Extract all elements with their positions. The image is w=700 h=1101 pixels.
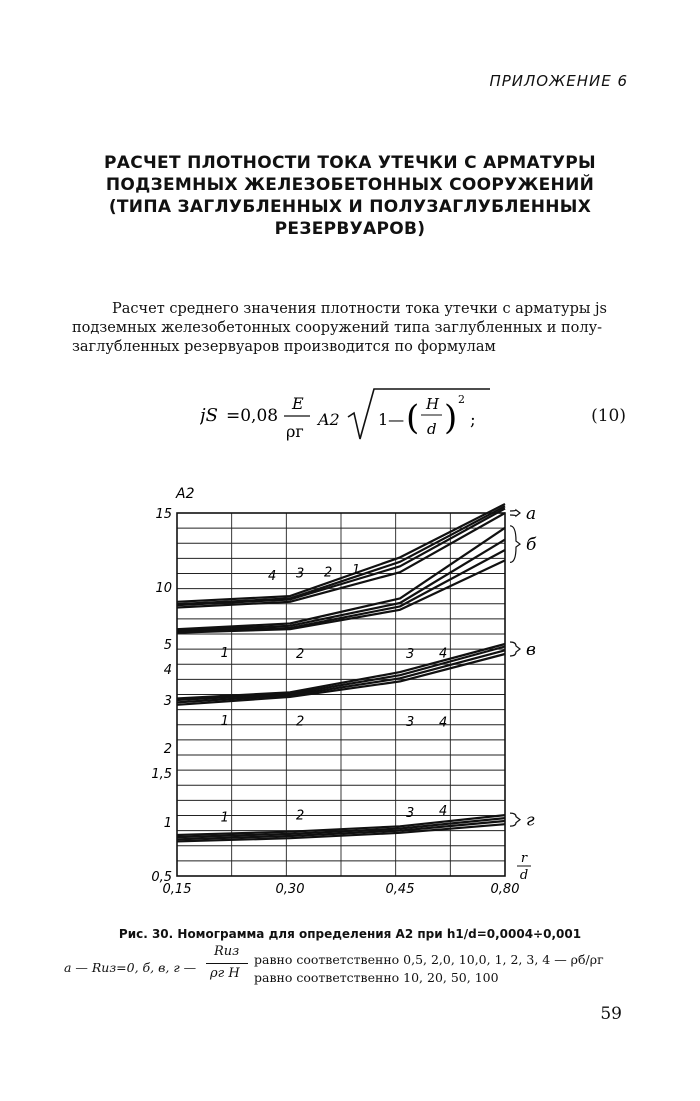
caption-a: а — Rиз=0, б, в, г — (64, 960, 197, 975)
intro-line: подземных железобетонных сооружений типа заглубленных и полу- (72, 320, 603, 336)
nomogram-chart (140, 478, 560, 912)
page-title (80, 152, 620, 240)
caption-line1: равно соответственно 0,5, 2,0, 10,0, 1, 2, 3, 4 — ρб/ρг (254, 952, 604, 967)
title-line: (ТИПА ЗАГЛУБЛЕННЫХ И ПОЛУЗАГЛУБЛЕННЫХ (108, 197, 592, 217)
y-tick-label: 2 (163, 742, 172, 757)
formula-numerator: E (292, 394, 304, 413)
appendix-label: ПРИЛОЖЕНИЕ 6 (489, 72, 628, 90)
formula-svg (200, 385, 500, 445)
intro-line: заглубленных резервуаров производится по формулам (72, 339, 496, 355)
intro-line: Расчет среднего значения плотности тока утечки с арматуры js (112, 301, 607, 317)
curve-label: 1 (220, 646, 229, 662)
page-number: 59 (600, 1004, 622, 1024)
y-axis-label: A2 (176, 486, 195, 502)
figure-caption (64, 925, 636, 991)
curve-label: 4 (439, 803, 448, 819)
formula-paren-left: ( (406, 398, 420, 438)
curve-label: 3 (296, 566, 305, 582)
caption-title: Рис. 30. Номограмма для определения A2 при h1/d=0,0004÷0,001 (118, 927, 582, 941)
x-tick-label: 0,80 (490, 882, 520, 897)
group-bracket (510, 813, 520, 826)
x-tick-label: 0,45 (385, 882, 415, 897)
title-line: РЕЗЕРВУАРОВ) (274, 219, 426, 239)
y-tick-label: 1 (163, 816, 172, 831)
curve-label: 4 (268, 568, 277, 584)
formula-semicolon: ; (470, 410, 476, 430)
equation-number: (10) (591, 406, 626, 426)
y-tick-label: 4 (163, 663, 172, 678)
formula-paren-right: ) (444, 398, 458, 438)
x-tick-label: 0,15 (162, 882, 192, 897)
group-bracket (510, 510, 520, 516)
curve-label: 3 (406, 646, 415, 662)
group-bracket (510, 526, 520, 563)
formula-eq: =0,08 (226, 406, 279, 426)
y-tick-label: 0,5 (151, 870, 172, 885)
group-bracket (510, 642, 520, 656)
formula-d: d (427, 420, 437, 438)
curve-label: 2 (296, 808, 305, 824)
y-tick-label: 15 (155, 507, 172, 522)
curve-label: 1 (352, 563, 361, 579)
y-tick-label: 1,5 (151, 767, 172, 782)
y-tick-label: 3 (163, 694, 172, 709)
x-tick-label: 0,30 (275, 882, 305, 897)
curve-label: 2 (296, 647, 305, 663)
y-tick-label: 5 (163, 638, 172, 653)
curve-label: 3 (406, 714, 415, 730)
chart-svg (140, 478, 560, 908)
curve-label: 1 (220, 713, 229, 729)
group-label: а (526, 504, 537, 524)
y-tick-label: 10 (155, 581, 172, 596)
x-axis-label: r (520, 851, 528, 866)
caption-frac-den: ρг H (210, 966, 240, 981)
formula-denominator: ρг (286, 422, 304, 441)
formula-square: 2 (458, 393, 465, 406)
formula-a2: A2 (318, 410, 340, 429)
intro-paragraph (72, 300, 628, 357)
curve-label: 2 (324, 565, 333, 581)
group-label: г (526, 810, 535, 831)
curve-label: 3 (406, 806, 415, 822)
formula-lhs: jS (200, 405, 218, 426)
caption-frac-bar (206, 963, 248, 964)
caption-legend (64, 944, 636, 991)
curve-label: 4 (439, 715, 448, 731)
curve-label: 2 (296, 714, 305, 730)
group-label: в (526, 640, 536, 660)
formula (200, 385, 500, 445)
title-line: ПОДЗЕМНЫХ ЖЕЛЕЗОБЕТОННЫХ СООРУЖЕНИЙ (105, 175, 595, 195)
formula-one-minus: 1— (378, 410, 405, 429)
curve-label: 4 (439, 646, 448, 662)
x-axis-label-denominator: d (519, 868, 529, 883)
group-label: б (526, 535, 537, 556)
curve-label: 1 (220, 810, 229, 826)
caption-frac-num: Rиз (214, 944, 240, 959)
formula-h: H (426, 395, 440, 413)
caption-line2: равно соответственно 10, 20, 50, 100 (254, 970, 499, 985)
title-line: РАСЧЕТ ПЛОТНОСТИ ТОКА УТЕЧКИ С АРМАТУРЫ (104, 153, 596, 173)
